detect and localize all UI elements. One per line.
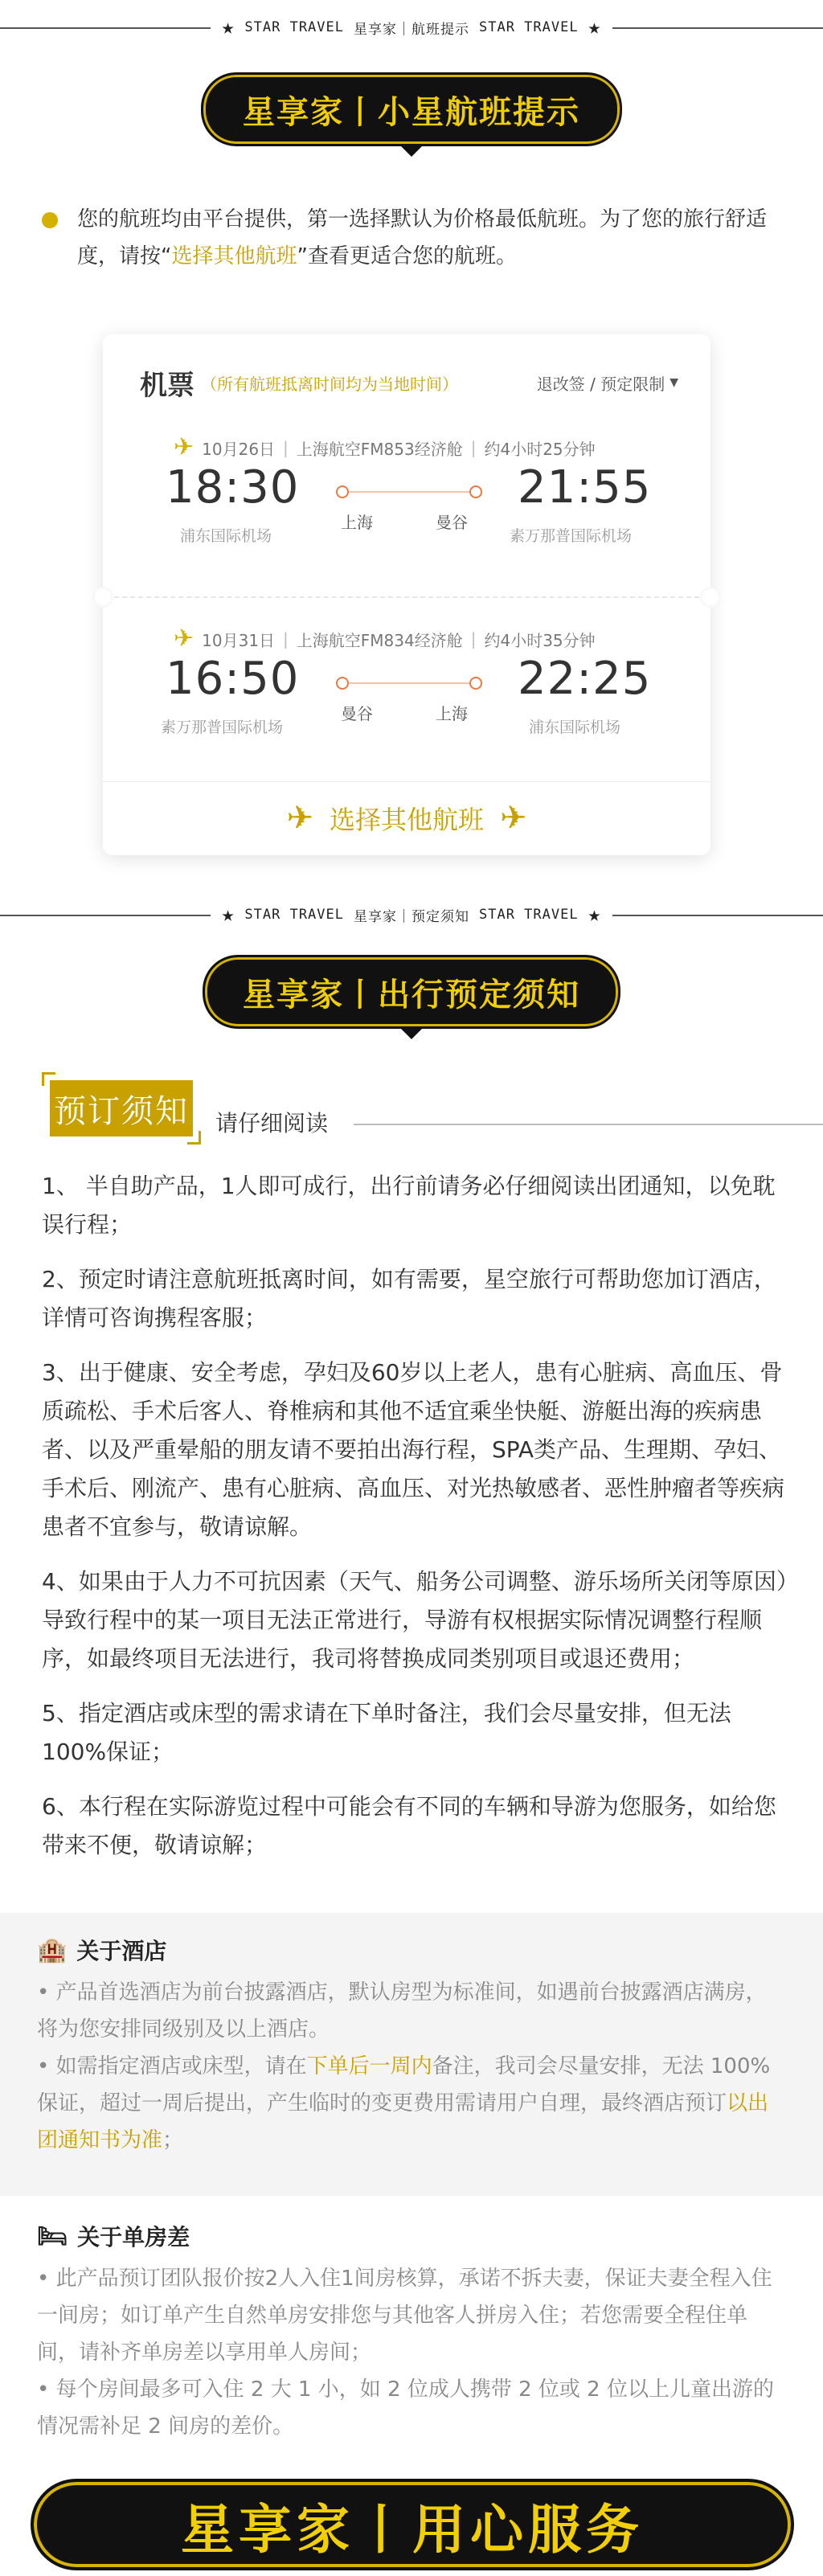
flight-card-header — [140, 358, 678, 407]
flight-duration: 约4小时25分钟 — [484, 439, 596, 459]
section-divider-booking — [0, 899, 823, 931]
flight-leg-return: ✈ 10月31日 | 上海航空FM834经济舱 | 约4小时35分钟 16:50 素万那普国际机场 曼谷 上海 22:25 浦东国际机场 — [161, 625, 652, 736]
list-item: 4、如果由于人力不可抗因素（天气、船务公司调整、游乐场所关闭等原因）导致行程中的某一项目无法正常进行，导游有权根据实际情况调整行程顺序，如最终项目无法进行，我司将替换成同类别项目或退还费用； — [42, 1568, 788, 1672]
flight-airline: 上海航空FM834经济舱 — [296, 630, 463, 650]
divider-mid-text: 星享家｜航班提示 — [354, 21, 469, 38]
flight-leg-outbound: ✈ 10月26日 | 上海航空FM853经济舱 | 约4小时25分钟 18:30 浦东国际机场 上海 曼谷 21:55 素万那普国际机场 — [166, 433, 652, 545]
arrival-airport: 浦东国际机场 — [529, 719, 621, 736]
flight-card — [103, 334, 710, 855]
hotel-icon: 🏨 — [37, 1935, 68, 1964]
notice-subtitle: 请仔细阅读 — [215, 1110, 329, 1136]
airplane-icon: ✈ — [174, 433, 194, 461]
list-item: • 产品首选酒店为前台披露酒店，默认房型为标准间，如遇前台披露酒店满房，将为您安排同级别及以上酒店。 — [37, 1980, 767, 2042]
departure-airport: 浦东国际机场 — [180, 527, 272, 545]
list-item: 2、预定时请注意航班抵离时间，如有需要，星空旅行可帮助您加订酒店，详情可咨询携程客服； — [42, 1266, 776, 1331]
route-line — [336, 675, 482, 691]
departure-time: 16:50 — [166, 653, 300, 705]
list-item: 5、指定酒店或床型的需求请在下单时备注，我们会尽量安排，但无法100%保证； — [42, 1700, 731, 1765]
flight-card-title: 机票 — [140, 369, 194, 402]
flight-intro: 您的航班均由平台提供，第一选择默认为价格最低航班。为了您的旅行舒适度，请按“选择其他航班”查看更适合您的航班。 — [42, 201, 789, 275]
flight-duration: 约4小时35分钟 — [484, 630, 596, 650]
footer-banner: 星享家丨用心服务 — [31, 2479, 794, 2570]
list-item: • 此产品预订团队报价按2人入住1间房核算，承诺不拆夫妻，保证夫妻全程入住一间房；如订单产生自然单房安排您与其他客人拼房入住；若您需要全程住单间，请补齐单房差以享用单人房间； — [37, 2267, 772, 2365]
route-line — [336, 484, 482, 500]
departure-city: 曼谷 — [341, 704, 373, 723]
star-icon: ★ — [221, 903, 235, 927]
divider-mid-text: 星享家｜预定须知 — [354, 908, 469, 925]
arrival-city: 上海 — [436, 704, 468, 723]
list-item: • 如需指定酒店或床型，请在下单后一周内备注，我司会尽量安排，无法 100% 保证，超过一周后提出，产生临时的变更费用需请用户自理，最终酒店预订以出团通知书为准； — [37, 2054, 771, 2152]
bullet-dot — [42, 212, 58, 228]
airplane-icon: ✈ — [286, 800, 313, 837]
list-item: 6、本行程在实际游览过程中可能会有不同的车辆和导游为您服务，如给您带来不便，敬请谅解； — [42, 1793, 776, 1858]
departure-city: 上海 — [341, 513, 373, 532]
arrival-time: 22:25 — [518, 653, 652, 705]
bed-icon: 🛏 — [37, 2222, 68, 2250]
divider-left-text: STAR TRAVEL — [244, 907, 344, 923]
flight-date: 10月31日 — [202, 630, 276, 650]
star-icon: ★ — [588, 15, 602, 39]
arrival-time: 21:55 — [518, 461, 652, 514]
list-item: 1、 半自助产品，1人即可成行，出行前请务必仔细阅读出团通知，以免耽误行程； — [42, 1173, 776, 1238]
airplane-icon: ✈ — [174, 625, 194, 653]
section-divider-flight — [0, 11, 823, 43]
flight-time-note: （所有航班抵离时间均为当地时间） — [201, 374, 458, 394]
list-item: 3、出于健康、安全考虑，孕妇及60岁以上老人，患有心脏病、高血压、骨质疏松、手术后客人、脊椎病和其他不适宜乘坐快艇、游艇出海的疾病患者、以及严重晕船的朋友请不要拍出海行程，SPA类产品、生理期、孕妇、手术后、刚流产、患有心脏病、高血压、对光热敏感者、恶性肿瘤者等疾病患者不宜参与，敬请谅解。 — [42, 1359, 785, 1540]
departure-airport: 素万那普国际机场 — [161, 719, 284, 736]
booking-section-title: 星享家丨出行预定须知 — [203, 955, 620, 1029]
arrival-airport: 素万那普国际机场 — [510, 527, 633, 545]
notice-tag: 预订须知 — [50, 1080, 193, 1136]
divider-right-text: STAR TRAVEL — [479, 19, 579, 35]
intro-link-text: 选择其他航班 — [171, 244, 297, 268]
star-icon: ★ — [588, 903, 602, 927]
flight-airline: 上海航空FM853经济舱 — [296, 439, 463, 459]
hotel-title: 关于酒店 — [76, 1938, 167, 1964]
select-other-flight-button[interactable]: ✈ 选择其他航班 ✈ — [286, 800, 527, 837]
list-item: • 每个房间最多可入住 2 大 1 小，如 2 位成人携带 2 位或 2 位以上儿童出游的情况需补足 2 间房的差价。 — [37, 2377, 774, 2439]
single-room-info — [0, 2220, 823, 2445]
single-room-title: 关于单房差 — [77, 2224, 190, 2250]
refund-rule-dropdown[interactable]: 退改签 / 预定限制 ▼ — [536, 374, 678, 394]
star-icon: ★ — [221, 15, 235, 39]
divider-left-text: STAR TRAVEL — [244, 19, 344, 35]
flight-section-title: 星享家丨小星航班提示 — [201, 72, 622, 146]
terms-list — [42, 1167, 789, 1881]
caret-down-icon: ▼ — [669, 376, 678, 389]
divider-right-text: STAR TRAVEL — [479, 907, 579, 923]
flight-date: 10月26日 — [202, 439, 276, 459]
arrival-city: 曼谷 — [436, 513, 468, 532]
departure-time: 18:30 — [166, 461, 300, 514]
hotel-info-box — [0, 1913, 823, 2196]
airplane-icon: ✈ — [500, 800, 527, 837]
